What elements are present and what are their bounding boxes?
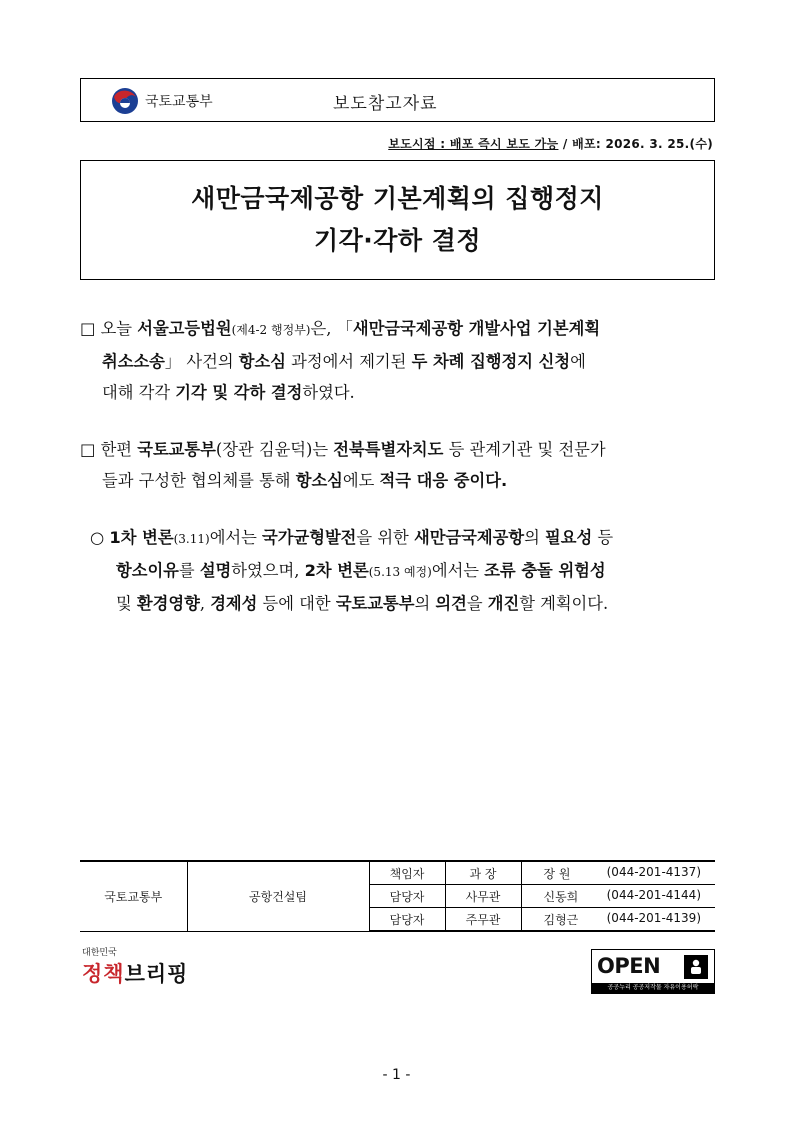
- small-text: (5.13 예정): [368, 565, 432, 579]
- page-number: - 1 -: [382, 1067, 411, 1083]
- bold-text: 국토교통부: [137, 440, 216, 459]
- name-phone-cell: [521, 908, 715, 932]
- contact-phone: (044-201-4139): [606, 910, 701, 925]
- role-cell: 담당자: [369, 885, 445, 908]
- paragraph-line: [80, 346, 720, 377]
- ministry-name: 국토교통부: [145, 94, 213, 110]
- release-info: [388, 135, 713, 152]
- text: 에서는: [209, 528, 263, 547]
- paragraph-1: [80, 313, 720, 408]
- release-timing: 보도시점 : 배포 즉시 보도 가능: [388, 137, 559, 151]
- open-word: OPEN: [597, 954, 661, 978]
- org-cell: 국토교통부: [80, 861, 187, 931]
- bold-text: 조류 충돌 위험성: [484, 561, 606, 580]
- text: 을 위한: [356, 528, 414, 547]
- bold-text: 전북특별자치도: [333, 440, 444, 459]
- bold-text: 두 차례 집행정지 신청: [411, 352, 571, 371]
- bold-text: 국토교통부: [335, 594, 415, 613]
- title-cell: 주무관: [445, 908, 521, 932]
- bullet-square: □: [80, 440, 96, 459]
- bold-text: 새만금국제공항: [413, 528, 525, 547]
- bold-text: 국가균형발전: [262, 528, 357, 547]
- text: 한편: [100, 440, 138, 459]
- contact-name: 김형근: [543, 912, 579, 927]
- bullet-square: □: [80, 319, 96, 338]
- text: 등에 대한: [257, 594, 336, 613]
- paragraph-line: [80, 588, 720, 619]
- bold-text: 의견: [435, 594, 467, 613]
- attribution-person-icon: [684, 955, 708, 979]
- text: 대해 각각: [102, 383, 176, 402]
- bold-text: 항소심: [238, 352, 286, 371]
- text: 의: [524, 528, 545, 547]
- brief-logo-top: 대한민국: [82, 948, 117, 958]
- bold-text: 취소소송: [102, 352, 165, 371]
- open-band: 공공누리 공공저작물 자유이용허락: [592, 983, 714, 993]
- text: 할 계획이다.: [519, 594, 609, 613]
- text: 등 관계기관 및 전문가: [443, 440, 606, 459]
- brief-logo-main: [82, 958, 188, 988]
- paragraph-line: [80, 313, 720, 346]
- bold-text: 2차 변론: [304, 561, 369, 580]
- bold-text: 필요성: [544, 528, 593, 547]
- small-text: (제4-2 행정부): [231, 323, 311, 337]
- team-cell: 공항건설팀: [187, 861, 369, 931]
- text: 에서는: [431, 561, 485, 580]
- title-line-2: 기각·각하 결정: [313, 226, 482, 255]
- bold-text: 적극 대응 중이다.: [379, 471, 508, 490]
- role-cell: 담당자: [369, 908, 445, 932]
- bold-text: 환경영향: [136, 594, 200, 613]
- role-cell: 책임자: [369, 861, 445, 885]
- bold-text: 1차 변론: [109, 528, 174, 547]
- title-cell: 사무관: [445, 885, 521, 908]
- text: 를: [178, 561, 200, 580]
- document-type: 보도참고자료: [333, 94, 438, 114]
- text: 하였다.: [302, 383, 355, 402]
- bullet-circle: ○: [90, 528, 105, 547]
- bold-text: 새만금국제공항 개발사업 기본계획: [352, 319, 601, 338]
- brief-logo-red: 정책: [82, 962, 125, 986]
- text: 」 사건의: [164, 352, 239, 371]
- release-date: 배포: 2026. 3. 25.(수): [572, 137, 713, 151]
- bold-text: 개진: [487, 594, 520, 613]
- paragraph-3: [80, 522, 720, 619]
- contact-phone: (044-201-4144): [606, 887, 701, 902]
- contact-name: 신동희: [543, 889, 579, 904]
- title-line-1: 새만금국제공항 기본계획의 집행정지: [191, 184, 604, 213]
- open-license-logo: [591, 949, 715, 994]
- bold-text: 항소이유: [116, 561, 179, 580]
- policy-briefing-logo: [82, 945, 188, 988]
- release-separator: /: [558, 137, 573, 151]
- small-text: (3.11): [173, 532, 210, 546]
- title-box: [80, 160, 715, 280]
- text: 등: [592, 528, 614, 547]
- bold-text: 경제성: [210, 594, 258, 613]
- paragraph-line: [80, 522, 720, 555]
- paragraph-2: [80, 434, 720, 496]
- text: 하였으며,: [231, 561, 305, 580]
- bold-text: 설명: [199, 561, 232, 580]
- bold-text: 기각 및 각하 결정: [175, 383, 303, 402]
- text: 을: [466, 594, 488, 613]
- contact-name: 장 원: [543, 866, 571, 881]
- paragraph-line: [80, 434, 720, 465]
- text: 에도: [342, 471, 380, 490]
- contact-table: [80, 860, 715, 932]
- name-phone-cell: [521, 861, 715, 885]
- text: (장관 김윤덕)는: [215, 440, 334, 459]
- text: ,: [199, 594, 211, 613]
- text: 에: [570, 352, 586, 371]
- taegeuk-logo-icon: [111, 87, 139, 115]
- brief-logo-rest: 브리핑: [124, 962, 189, 986]
- paragraph-line: [80, 377, 720, 408]
- text: 의: [414, 594, 436, 613]
- bold-text: 서울고등법원: [137, 319, 232, 338]
- text: 들과 구성한 협의체를 통해: [102, 471, 296, 490]
- text: 은, 「: [310, 319, 353, 338]
- paragraph-line: [80, 465, 720, 496]
- paragraph-line: [80, 555, 720, 588]
- name-phone-cell: [521, 885, 715, 908]
- text: 및: [116, 594, 137, 613]
- header-box: [80, 78, 715, 122]
- bold-text: 항소심: [295, 471, 343, 490]
- text: 과정에서 제기된: [285, 352, 412, 371]
- contact-phone: (044-201-4137): [606, 864, 701, 879]
- text: 오늘: [100, 319, 138, 338]
- table-row: [80, 861, 715, 885]
- title-cell: 과 장: [445, 861, 521, 885]
